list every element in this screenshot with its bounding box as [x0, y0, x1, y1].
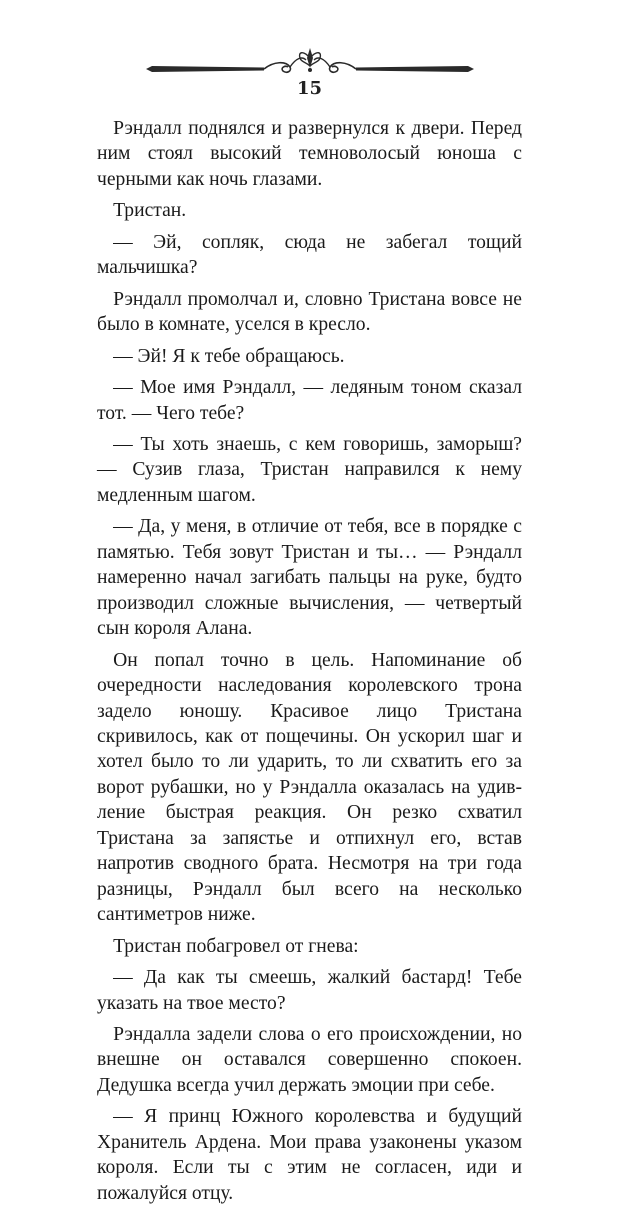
paragraph: — Эй! Я к тебе обращаюсь. [113, 345, 345, 367]
paragraph: Рэндалла задели слова о его происхождении, но внешне он оставался совершенно спокоен. Дедушка всегда учил держать эмоции при себе. [97, 1023, 522, 1096]
paragraph: — Да как ты смеешь, жалкий бастард! Тебе указать на твое место? [97, 967, 522, 1014]
paragraph: Тристан. [113, 200, 187, 222]
paragraph: Он попал точно в цель. Напоминание об очередности наследования королевского трона задело юношу. Красивое лицо Тристана скривилось, как от пощечины. Он ускорил шаг и хотел было то ли ударить, то ли схватить его за ворот рубашки, но у Рэндалла оказалась на удивление быстрая реакция. Он резко схватил Тристана за запястье и отпихнул его, встав напротив сводного брата. Несмотря на три года разницы, Рэндалл был всего на несколько сантиметров ниже. [97, 649, 522, 926]
paragraph: — Мое имя Рэндалл, — ледяным тоном сказал тот. — Чего тебе? [97, 377, 522, 424]
paragraph: Рэндалл поднялся и развернулся к двери. Перед ним стоял высокий темноволосый юноша с черными как ночь глазами. [97, 118, 522, 190]
body-text [97, 116, 522, 1212]
page-number: 15 [296, 78, 323, 99]
paragraph: Тристан побагровел от гнева: [113, 935, 359, 957]
paragraph: Рэндалл промолчал и, словно Тристана вовсе не было в комнате, уселся в кресло. [97, 288, 522, 336]
paragraph: — Я принц Южного королевства и будущий Хранитель Ардена. Мои права узаконены указом короля. Если ты с этим не согласен, иди и пожалуйся отцу. [97, 1106, 522, 1204]
paragraph: — Да, у меня, в отличие от тебя, все в порядке с памятью. Тебя зовут Тристан и ты… — Рэндалл намеренно начал загибать пальцы на руке, будто производил сложные вычисления, — четвертый сын короля Алана. [97, 516, 522, 640]
paragraph: — Эй, сопляк, сюда не забегал тощий мальчишка? [97, 231, 522, 279]
paragraph: — Ты хоть знаешь, с кем говоришь, заморыш? — Сузив глаза, Тристан направился к нему медленным шагом. [97, 433, 522, 506]
